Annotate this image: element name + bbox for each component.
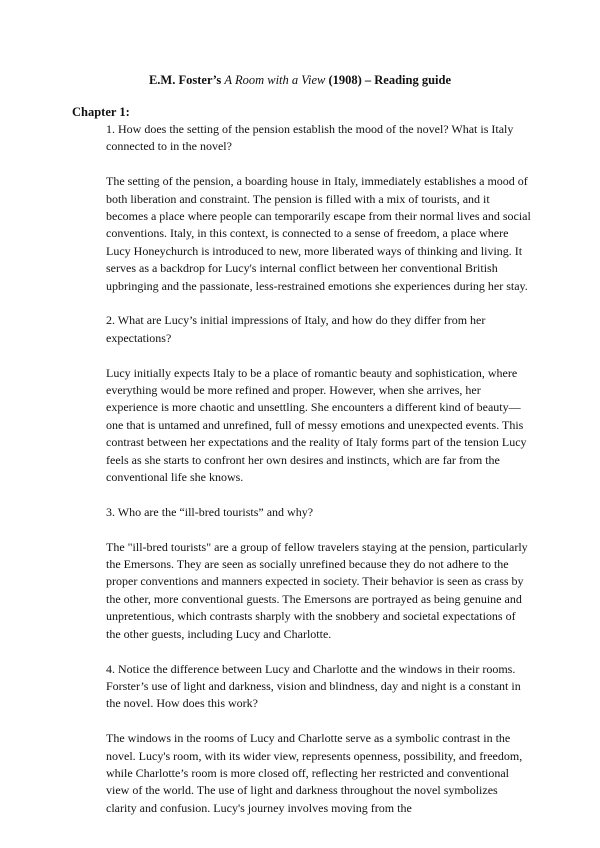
answer-3: The "ill-bred tourists" are a group of fellow travelers staying at the pension, particularly the Emersons. They are seen as socially unrefined because they do not adhere to the proper conventions and manners expected in society. Their behavior is seen as crass by the other, more conventional guests. The Emersons are portrayed as being genuine and unpretentious, which contrasts sharply with the snobbery and societal expectations of the other guests, including Lucy and Charlotte. <box>106 539 528 641</box>
question-3: 3. Who are the “ill-bred tourists” and why? <box>106 504 314 519</box>
reading-guide-content <box>106 121 531 835</box>
title-book: A Room with a View <box>224 73 326 87</box>
title-rest: (1908) – Reading guide <box>328 73 452 87</box>
document-title <box>0 72 600 88</box>
question-4: 4. Notice the difference between Lucy and Charlotte and the windows in their rooms. Forster’s use of light and darkness, vision and blindness, day and night is a constant in the novel. How does this work? <box>106 661 521 711</box>
question-2: 2. What are Lucy’s initial impressions of Italy, and how do they differ from her expectations? <box>106 313 486 345</box>
answer-2: Lucy initially expects Italy to be a place of romantic beauty and sophistication, where everything would be more refined and proper. However, when she arrives, her experience is more chaotic and unsettling. She encounters a different kind of beauty—one that is untamed and unrefined, full of messy emotions and unexpected events. This contrast between her expectations and the reality of Italy forms part of the tension Lucy feels as she starts to confront her own desires and instincts, which are far from the conventional life she knows. <box>106 365 527 485</box>
chapter-heading: Chapter 1: <box>72 105 130 119</box>
answer-1: The setting of the pension, a boarding house in Italy, immediately establishes a mood of both liberation and constraint. The pension is filled with a mix of tourists, and it becomes a place where people can temporarily escape from their normal lives and social conventions. Italy, in this context, is connected to a sense of freedom, a place where Lucy Honeychurch is introduced to new, more liberated ways of thinking and living. It serves as a backdrop for Lucy's internal conflict between her conventional British upbringing and the passionate, less-restrained emotions she experiences during her stay. <box>106 174 531 293</box>
question-1: 1. How does the setting of the pension establish the mood of the novel? What is Italy connected to in the novel? <box>106 122 514 154</box>
title-author: E.M. Foster’s <box>148 73 222 87</box>
answer-4: The windows in the rooms of Lucy and Charlotte serve as a symbolic contrast in the novel. Lucy's room, with its wider view, represents openness, possibility, and freedom, while Charlotte’s room is more closed off, reflecting her restricted and conventional view of the world. The use of light and darkness throughout the novel symbolizes clarity and confusion. Lucy's journey involves moving from the <box>106 731 523 815</box>
